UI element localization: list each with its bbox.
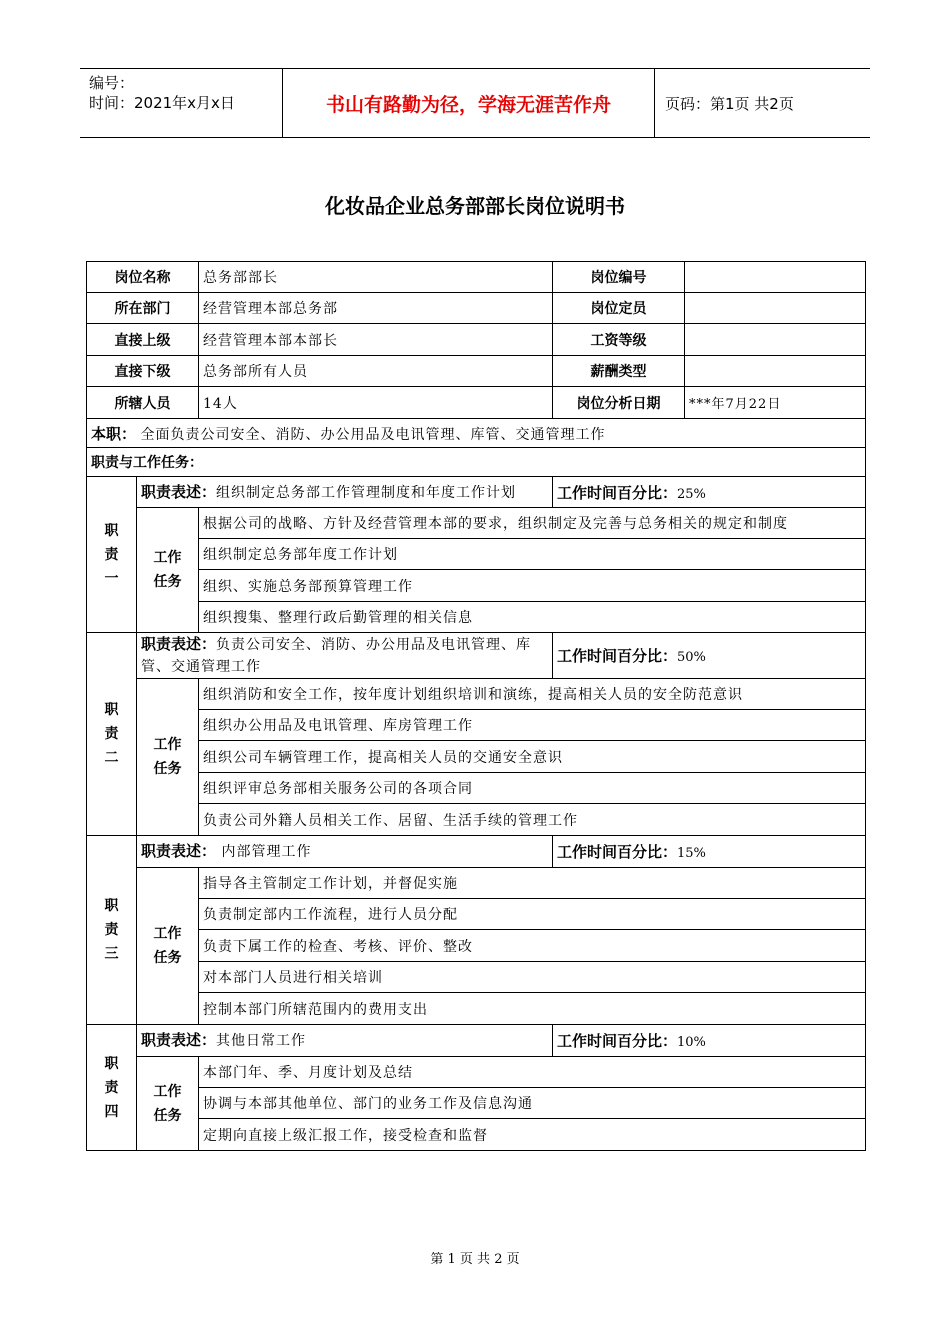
task-row [87,804,866,836]
duty-percent-cell [553,477,866,508]
department-label: 所在部门 [87,293,199,324]
duty-description: 内部管理工作 [216,844,312,860]
pay-type-label: 薪酬类型 [553,356,685,387]
position-code-label: 岗位编号 [553,262,685,293]
superior-label: 直接上级 [87,324,199,356]
page-footer: 第 1 页 共 2 页 [430,1252,520,1267]
analysis-date-value: ***年7月22日 [685,387,866,419]
doc-time: 时间：2021年x月x日 [89,94,235,112]
duty-description-cell [137,477,553,508]
task-row [87,508,866,539]
duty-name: 职责二 [87,633,137,836]
task-item: 组织评审总务部相关服务公司的各项合同 [199,773,866,804]
subordinate-value: 总务部所有人员 [199,356,553,387]
info-row [87,293,866,324]
analysis-date-label: 岗位分析日期 [553,387,685,419]
task-item: 组织制定总务部年度工作计划 [199,539,866,570]
duty-percent-cell [553,836,866,868]
duty-description-label: 职责表述： [141,635,217,653]
task-row [87,602,866,633]
core-row [87,419,866,448]
core-text: 全面负责公司安全、消防、办公用品及电讯管理、库管、交通管理工作 [140,426,606,443]
core-label: 本职： [91,424,137,443]
task-item: 组织办公用品及电讯管理、库房管理工作 [199,710,866,741]
duty-percent: 15% [677,846,706,861]
duty-description-cell [137,836,553,868]
task-item: 负责公司外籍人员相关工作、居留、生活手续的管理工作 [199,804,866,836]
duty-description: 其他日常工作 [216,1033,307,1049]
department-value: 经营管理本部总务部 [199,293,553,324]
task-row [87,868,866,899]
task-row [87,570,866,602]
salary-grade-label: 工资等级 [553,324,685,356]
subordinate-label: 直接下级 [87,356,199,387]
page-header [80,68,870,138]
duty-percent-label: 工作时间百分比： [557,1032,678,1050]
headcount-label: 岗位定员 [553,293,685,324]
duty-percent-label: 工作时间百分比： [557,647,678,665]
task-item: 本部门年、季、月度计划及总结 [199,1057,866,1088]
duty-percent: 25% [677,486,706,502]
header-page-info: 页码：第1页 共2页 [665,94,794,113]
duty-name: 职责四 [87,1025,137,1151]
header-motto: 书山有路勤为径，学海无涯苦作舟 [283,69,655,137]
pay-type-value [685,356,866,387]
duty-description: 负责公司安全、消防、办公用品及电讯管理、库管、交通管理工作 [141,637,532,675]
duty-description-label: 职责表述： [141,482,217,501]
task-item: 指导各主管制定工作计划，并督促实施 [199,868,866,899]
duty-description-label: 职责表述： [141,1031,217,1049]
staff-count-value: 14人 [199,387,553,419]
document-title: 化妆品企业总务部部长岗位说明书 [325,194,625,218]
task-label: 工作任务 [137,1057,199,1151]
task-item: 负责下属工作的检查、考核、评价、整改 [199,930,866,962]
task-item: 根据公司的战略、方针及经营管理本部的要求，组织制定及完善与总务相关的规定和制度 [199,508,866,539]
duty-desc-row [87,1025,866,1057]
task-label: 工作任务 [137,679,199,836]
task-item: 协调与本部其他单位、部门的业务工作及信息沟通 [199,1088,866,1119]
duty-description-label: 职责表述： [141,842,217,860]
task-row [87,710,866,741]
duties-title: 职责与工作任务： [87,448,866,477]
duty-description-cell [137,1025,553,1057]
duty-percent: 50% [677,650,706,665]
info-row [87,262,866,293]
task-label: 工作任务 [137,508,199,633]
task-item: 组织公司车辆管理工作，提高相关人员的交通安全意识 [199,741,866,773]
task-row [87,679,866,710]
headcount-value [685,293,866,324]
job-description-table [86,261,866,1151]
task-row [87,773,866,804]
position-name-label: 岗位名称 [87,262,199,293]
duty-name: 职责三 [87,836,137,1025]
salary-grade-value [685,324,866,356]
duty-description: 组织制定总务部工作管理制度和年度工作计划 [216,484,517,501]
task-item: 组织搜集、整理行政后勤管理的相关信息 [199,602,866,633]
duty-percent-cell [553,1025,866,1057]
task-row [87,930,866,962]
task-row [87,741,866,773]
task-item: 定期向直接上级汇报工作，接受检查和监督 [199,1119,866,1151]
duty-percent-label: 工作时间百分比： [557,483,678,502]
info-row [87,387,866,419]
task-item: 负责制定部内工作流程，进行人员分配 [199,899,866,930]
duties-title-row [87,448,866,477]
staff-count-label: 所辖人员 [87,387,199,419]
task-item: 组织、实施总务部预算管理工作 [199,570,866,602]
duty-desc-row [87,477,866,508]
task-label: 工作任务 [137,868,199,1025]
info-row [87,356,866,387]
duty-percent-label: 工作时间百分比： [557,843,678,861]
duty-desc-row [87,633,866,679]
duty-description-cell [137,633,553,679]
duty-percent: 10% [677,1035,706,1050]
superior-value: 经营管理本部本部长 [199,324,553,356]
task-row [87,1057,866,1088]
duty-name: 职责一 [87,477,137,633]
task-item: 控制本部门所辖范围内的费用支出 [199,993,866,1025]
task-item: 组织消防和安全工作，按年度计划组织培训和演练，提高相关人员的安全防范意识 [199,679,866,710]
duty-percent-cell [553,633,866,679]
position-code-value [685,262,866,293]
position-name-value: 总务部部长 [199,262,553,293]
task-row [87,1119,866,1151]
header-meta [80,69,283,137]
task-row [87,1088,866,1119]
doc-number-label: 编号： [89,74,135,92]
info-row [87,324,866,356]
task-row [87,962,866,993]
task-row [87,899,866,930]
task-row [87,539,866,570]
task-row [87,993,866,1025]
duty-desc-row [87,836,866,868]
core-cell [87,419,866,448]
task-item: 对本部门人员进行相关培训 [199,962,866,993]
